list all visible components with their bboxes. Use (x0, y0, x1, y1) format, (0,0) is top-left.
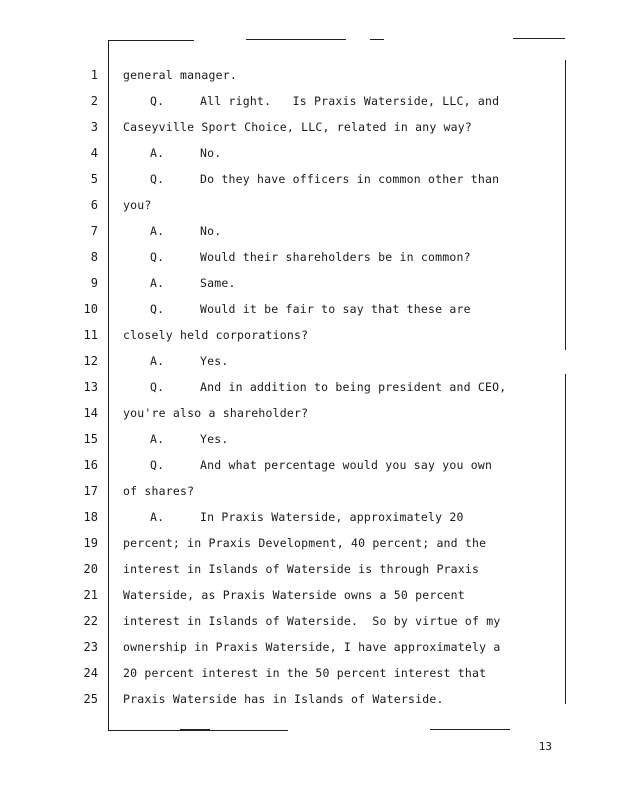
line-number: 2 (90, 94, 98, 108)
line-text (150, 172, 499, 186)
line-text: interest in Islands of Waterside. So by virtue of my (123, 614, 501, 628)
page-number: 13 (538, 740, 552, 753)
utterance: In Praxis Waterside, approximately 20 (200, 510, 464, 524)
utterance: Would it be fair to say that these are (200, 302, 471, 316)
line-number: 18 (83, 510, 98, 524)
line-text (150, 380, 506, 394)
line-text (150, 94, 499, 108)
line-number: 22 (83, 614, 98, 628)
speaker-label: Q. (150, 250, 165, 264)
line-text: general manager. (123, 68, 237, 82)
line-number: 13 (83, 380, 98, 394)
speaker-label: A. (150, 224, 165, 238)
utterance: No. (200, 224, 222, 238)
line-number: 16 (83, 458, 98, 472)
line-text: Praxis Waterside has in Islands of Waterside. (123, 692, 444, 706)
line-text (150, 432, 229, 446)
line-number: 14 (83, 406, 98, 420)
speaker-label: Q. (150, 172, 165, 186)
speaker-label: A. (150, 510, 165, 524)
line-text: interest in Islands of Waterside is through Praxis (123, 562, 480, 576)
line-number: 9 (90, 276, 98, 290)
line-text (150, 458, 492, 472)
left-margin-rule (108, 40, 109, 730)
utterance: And what percentage would you say you own (200, 458, 493, 472)
line-number: 6 (90, 198, 98, 212)
line-text: percent; in Praxis Development, 40 percent; and the (123, 536, 487, 550)
line-text (150, 510, 464, 524)
speaker-label: Q. (150, 380, 165, 394)
line-number: 1 (90, 68, 98, 82)
speaker-label: A. (150, 146, 165, 160)
utterance: Do they have officers in common other than (200, 172, 500, 186)
line-number: 8 (90, 250, 98, 264)
bottom-rule-accent (180, 729, 210, 731)
utterance: All right. Is Praxis Waterside, LLC, and (200, 94, 500, 108)
right-margin-rule-upper (565, 60, 566, 350)
utterance: No. (200, 146, 222, 160)
line-number: 25 (83, 692, 98, 706)
utterance: Would their shareholders be in common? (200, 250, 471, 264)
line-text (150, 302, 471, 316)
line-number: 3 (90, 120, 98, 134)
line-text: closely held corporations? (123, 328, 309, 342)
line-text (150, 276, 236, 290)
utterance: Yes. (200, 354, 229, 368)
line-number: 17 (83, 484, 98, 498)
right-margin-rule-lower (565, 374, 566, 704)
speaker-label: A. (150, 276, 165, 290)
line-text: of shares? (123, 484, 195, 498)
line-text: you? (123, 198, 152, 212)
utterance: Yes. (200, 432, 229, 446)
line-number: 11 (83, 328, 98, 342)
speaker-label: A. (150, 432, 165, 446)
bottom-rule-right (430, 729, 510, 730)
line-number: 23 (83, 640, 98, 654)
line-text (150, 250, 471, 264)
line-number: 19 (83, 536, 98, 550)
line-number: 20 (83, 562, 98, 576)
line-text (150, 146, 221, 160)
line-text (150, 354, 229, 368)
speaker-label: A. (150, 354, 165, 368)
line-number: 24 (83, 666, 98, 680)
utterance: And in addition to being president and CEO, (200, 380, 507, 394)
line-text: Caseyville Sport Choice, LLC, related in any way? (123, 120, 473, 134)
line-text (150, 224, 221, 238)
line-text: 20 percent interest in the 50 percent interest that (123, 666, 487, 680)
speaker-label: Q. (150, 302, 165, 316)
top-rule-mark (370, 39, 384, 40)
speaker-label: Q. (150, 458, 165, 472)
top-rule-left (108, 40, 194, 41)
top-rule-center (246, 39, 346, 40)
utterance: Same. (200, 276, 236, 290)
line-number: 12 (83, 354, 98, 368)
line-text: you're also a shareholder? (123, 406, 309, 420)
top-rule-right (513, 38, 565, 39)
line-number: 10 (83, 302, 98, 316)
line-number: 21 (83, 588, 98, 602)
line-number: 15 (83, 432, 98, 446)
speaker-label: Q. (150, 94, 165, 108)
line-number: 5 (90, 172, 98, 186)
line-text: Waterside, as Praxis Waterside owns a 50 percent (123, 588, 465, 602)
line-number: 7 (90, 224, 98, 238)
line-text: ownership in Praxis Waterside, I have approximately a (123, 640, 501, 654)
line-number: 4 (90, 146, 98, 160)
